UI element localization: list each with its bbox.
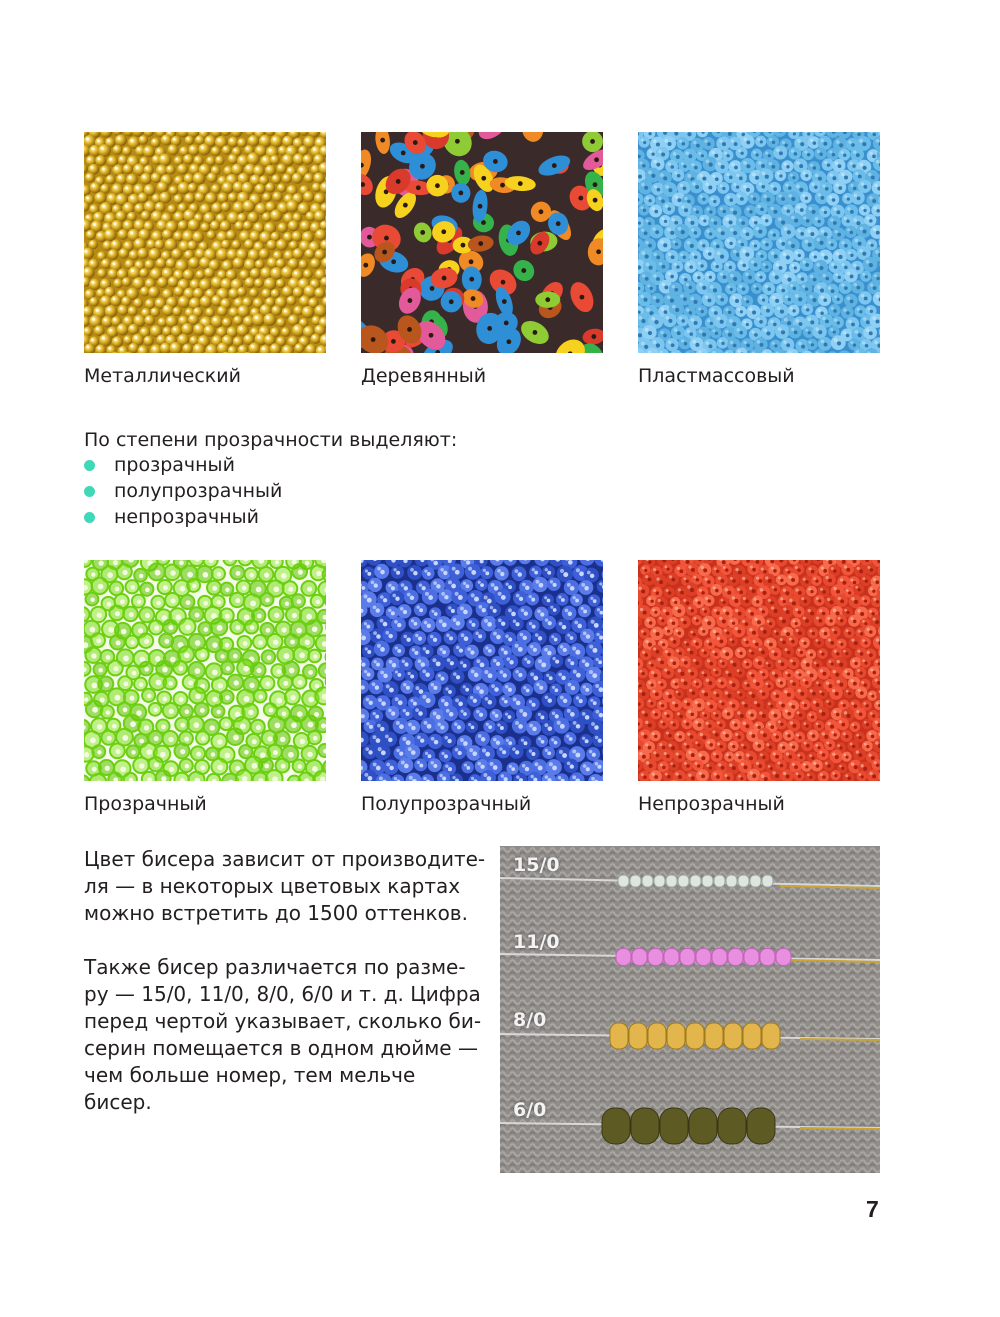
size-label-8: 8/0 [513, 1009, 547, 1031]
bullet-icon [84, 512, 95, 523]
opaque-beads-photo [638, 560, 880, 781]
bullet-icon [84, 460, 95, 471]
plastic-beads-photo [638, 132, 880, 353]
bead-sizes-photo [500, 846, 880, 1173]
caption-metallic: Металлический [84, 365, 241, 387]
wooden-beads-photo [361, 132, 603, 353]
list-item: полупрозрачный [84, 478, 282, 504]
size-label-6: 6/0 [513, 1099, 547, 1121]
transparency-intro: По степени прозрачности выделяют: [84, 429, 458, 451]
list-item: прозрачный [84, 452, 282, 478]
caption-transparent: Прозрачный [84, 793, 207, 815]
page-number: 7 [866, 1196, 879, 1222]
size-label-11: 11/0 [513, 931, 560, 953]
caption-plastic: Пластмассовый [638, 365, 795, 387]
size-label-15: 15/0 [513, 854, 560, 876]
translucent-beads-photo [361, 560, 603, 781]
color-paragraph: Цвет бисера зависит от производите- ля — в некоторых цветовых картах можно встретить до 1500 оттенков. [84, 847, 486, 925]
bullet-icon [84, 486, 95, 497]
transparent-beads-photo [84, 560, 326, 781]
caption-wooden: Деревянный [361, 365, 487, 387]
list-item: непрозрачный [84, 504, 282, 530]
size-paragraph: Также бисер различается по разме- ру — 15/0, 11/0, 8/0, 6/0 и т. д. Цифра перед чертой указывает, сколько би- серин помещается в одном дюйме — чем больше номер, тем мельче бисер. [84, 955, 482, 1114]
metallic-beads-photo [84, 132, 326, 353]
caption-opaque: Непрозрачный [638, 793, 785, 815]
transparency-list [84, 452, 282, 530]
caption-translucent: Полупрозрачный [361, 793, 532, 815]
